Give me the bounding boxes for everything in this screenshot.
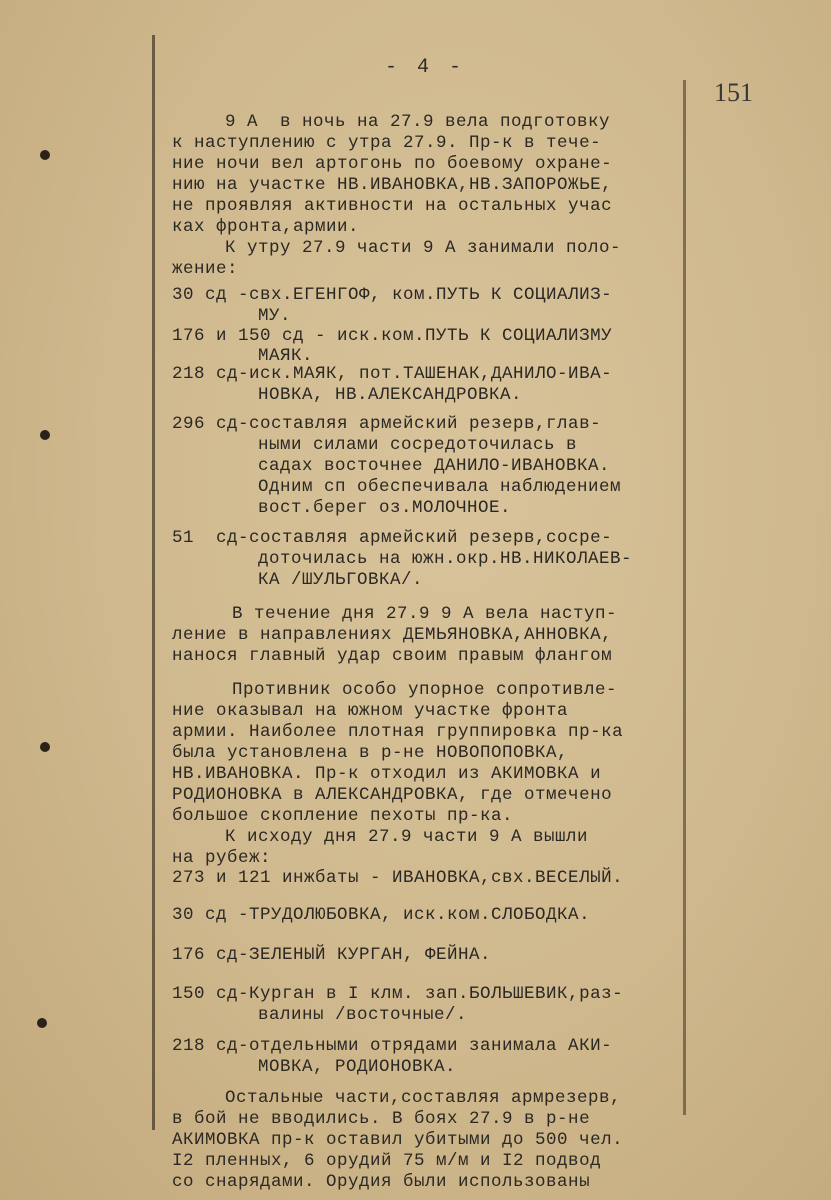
paper-fold-line [152, 35, 155, 1130]
text-line: Остальные части,составляя армрезерв, [225, 1088, 622, 1108]
text-line: ными силами сосредоточилась в [258, 435, 578, 455]
text-line: нию на участке НВ.ИВАНОВКА,НВ.ЗАПОРОЖЬЕ, [172, 175, 613, 195]
text-line: нанося главный удар своим правым флангом [172, 646, 613, 666]
paper-fold-line [683, 80, 686, 1115]
text-line: ках фронта,армии. [172, 217, 360, 237]
text-line: армии. Наиболее плотная группировка пр-ка [172, 722, 624, 742]
text-line: ние ночи вел артогонь по боевому охране- [172, 154, 613, 174]
text-line: 176 и 150 сд - иск.ком.ПУТЬ К СОЦИАЛИЗМУ [172, 326, 613, 346]
text-line: 176 сд-ЗЕЛЕНЫЙ КУРГАН, ФЕЙНА. [172, 945, 492, 965]
text-line: вост.берег оз.МОЛОЧНОЕ. [258, 498, 512, 518]
text-line: 30 сд -свх.ЕГЕНГОФ, ком.ПУТЬ К СОЦИАЛИЗ- [172, 285, 613, 305]
text-line: доточилась на южн.окр.НВ.НИКОЛАЕВ- [258, 549, 633, 569]
page-number: - 4 - [385, 56, 466, 79]
text-line: большое скопление пехоты пр-ка. [172, 806, 514, 826]
text-line: была установлена в р-не НОВОПОПОВКА, [172, 743, 569, 763]
binding-hole [40, 742, 50, 752]
text-line: Одним сп обеспечивала наблюдением [258, 477, 622, 497]
text-line: В течение дня 27.9 9 А вела наступ- [232, 604, 618, 624]
text-line: 296 сд-составляя армейский резерв,глав- [172, 414, 602, 434]
binding-hole [37, 1018, 47, 1028]
text-line: К утру 27.9 части 9 А занимали поло- [225, 238, 622, 258]
text-line: I2 пленных, 6 орудий 75 м/м и I2 подвод [172, 1151, 602, 1171]
text-line: 30 сд -ТРУДОЛЮБОВКА, иск.ком.СЛОБОДКА. [172, 905, 591, 925]
text-line: 218 сд-иск.МАЯК, пот.ТАШЕНАК,ДАНИЛО-ИВА- [172, 364, 613, 384]
text-line: К исходу дня 27.9 части 9 А вышли [225, 827, 589, 847]
text-line: валины /восточные/. [258, 1005, 468, 1025]
text-line: МОВКА, РОДИОНОВКА. [258, 1057, 457, 1077]
text-line: жение: [172, 259, 239, 279]
binding-hole [40, 430, 50, 440]
text-line: Противник особо упорное сопротивле- [232, 680, 618, 700]
text-line: НОВКА, НВ.АЛЕКСАНДРОВКА. [258, 385, 523, 405]
text-line: в бой не вводились. В боях 27.9 в р-не [172, 1109, 591, 1129]
text-line: 9 А в ночь на 27.9 вела подготовку [225, 112, 611, 132]
text-line: МУ. [258, 306, 292, 326]
text-line: РОДИОНОВКА в АЛЕКСАНДРОВКА, где отмечено [172, 785, 613, 805]
text-line: 51 сд-составляя армейский резерв,сосре- [172, 528, 613, 548]
text-line: МАЯК. [258, 346, 314, 366]
text-line: 273 и 121 инжбаты - ИВАНОВКА,свх.ВЕСЕЛЫЙ. [172, 868, 624, 888]
text-line: НВ.ИВАНОВКА. Пр-к отходил из АКИМОВКА и [172, 764, 602, 784]
text-line: со снарядами. Орудия были использованы [172, 1172, 591, 1192]
text-line: КА /ШУЛЬГОВКА/. [258, 570, 424, 590]
text-line: 218 сд-отдельными отрядами занимала АКИ- [172, 1036, 613, 1056]
text-line: 150 сд-Курган в I клм. зап.БОЛЬШЕВИК,раз- [172, 984, 624, 1004]
text-line: ние оказывал на южном участке фронта [172, 701, 569, 721]
archive-sheet-number: 151 [714, 78, 753, 107]
text-line: к наступлению с утра 27.9. Пр-к в тече- [172, 133, 602, 153]
text-line: АКИМОВКА пр-к оставил убитыми до 500 чел. [172, 1130, 624, 1150]
text-line: садах восточнее ДАНИЛО-ИВАНОВКА. [258, 456, 611, 476]
text-line: на рубеж: [172, 848, 272, 868]
text-line: ление в направлениях ДЕМЬЯНОВКА,АННОВКА, [172, 625, 613, 645]
text-line: не проявляя активности на остальных учас [172, 196, 613, 216]
binding-hole [40, 150, 50, 160]
